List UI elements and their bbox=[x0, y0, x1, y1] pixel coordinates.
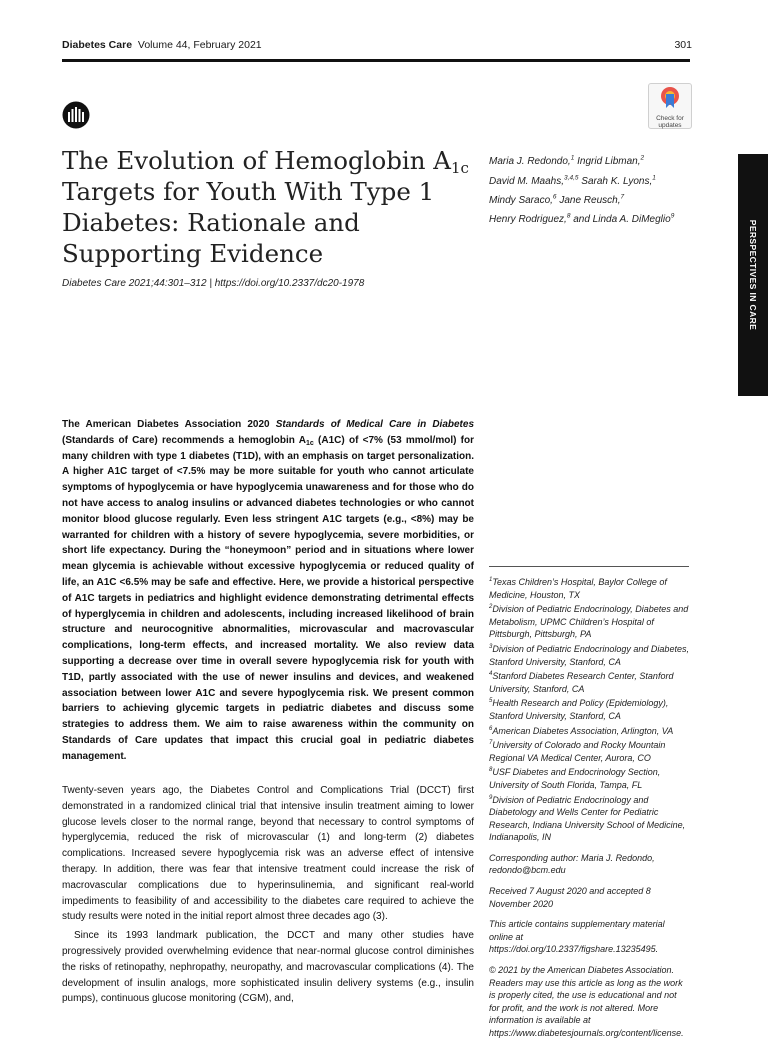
bookmark-icon bbox=[659, 86, 681, 110]
affiliation-item: $^8$USF Diabetes and Endocrinology Section, University of South Florida, Tampa, FL bbox=[489, 767, 661, 790]
ada-logo-icon bbox=[62, 101, 90, 129]
author: Ingrid Libman,$^2$ bbox=[577, 155, 645, 168]
corresponding-author[interactable]: Corresponding author: Maria J. Redondo, redondo@bcm.edu bbox=[489, 852, 655, 876]
running-header bbox=[62, 39, 262, 51]
affiliations bbox=[489, 574, 689, 1040]
supplementary-note[interactable]: This article contains supplementary material online at https://doi.org/10.2337/figshare.13235495. bbox=[489, 919, 665, 955]
body-paragraph: Since its 1993 landmark publication, the DCCT and many other studies have progressively provided overwhelming evidence that near-normal glucose control diminishes the risks of retinopathy, nephropathy, neuropathy, and macrovascular complications (4). The development of insulin analogs, more sophisticated insulin delivery systems (e.g., insulin pumps), continuous glucose monitoring (CGM), and, bbox=[62, 930, 474, 1005]
journal-issue: Volume 44, February 2021 bbox=[137, 39, 262, 51]
journal-name: Diabetes Care bbox=[62, 39, 133, 51]
abstract bbox=[62, 417, 474, 765]
page-number: 301 bbox=[674, 39, 692, 51]
check-for-updates-button[interactable] bbox=[648, 83, 692, 129]
affiliation-item: $^2$Division of Pediatric Endocrinology, Diabetes and Metabolism, UPMC Children’s Hospital of Pittsburgh, Pittsburgh, PA bbox=[489, 604, 689, 640]
author: Sarah K. Lyons,$^1$ bbox=[581, 174, 656, 187]
affiliation-item: $^6$American Diabetes Association, Arlington, VA bbox=[489, 725, 674, 736]
affiliation-item: $^3$Division of Pediatric Endocrinology and Diabetes, Stanford University, Stanford, CA bbox=[489, 643, 689, 667]
author: Mindy Saraco,$^6$ bbox=[489, 193, 557, 206]
affiliation-item: $^7$University of Colorado and Rocky Mountain Regional VA Medical Center, Aurora, CO bbox=[489, 740, 666, 763]
check-for-updates-label: Check for updates bbox=[656, 115, 684, 129]
affiliation-item: $^5$Health Research and Policy (Epidemiology), Stanford University, Stanford, CA bbox=[489, 698, 669, 721]
header-rule bbox=[62, 59, 690, 62]
author: Maria J. Redondo,$^1$ bbox=[489, 155, 575, 168]
author: and Linda A. DiMeglio$^9$ bbox=[573, 212, 675, 226]
section-label: PERSPECTIVES IN CARE bbox=[748, 219, 758, 331]
article-title: The Evolution of Hemoglobin $A_{1c}$ Targets for Youth With Type 1 Diabetes: Rationale and Supporting Evidence bbox=[62, 146, 469, 268]
body-text bbox=[62, 783, 474, 1007]
citation-doi[interactable]: Diabetes Care 2021;44:301–312 | https://doi.org/10.2337/dc20-1978 bbox=[62, 278, 365, 289]
received-date: Received 7 August 2020 and accepted 8 November 2020 bbox=[489, 886, 651, 909]
affiliation-item: $^9$Division of Pediatric Endocrinology and Diabetology and Wells Center for Pediatric Research, Indiana University School of Medicine, Indianapolis, IN bbox=[489, 794, 686, 843]
section-side-tab bbox=[738, 154, 768, 396]
author: Jane Reusch,$^7$ bbox=[559, 193, 625, 206]
affiliation-item: $^1$Texas Children’s Hospital, Baylor College of Medicine, Houston, TX bbox=[489, 577, 667, 600]
author: Henry Rodriguez,$^8$ bbox=[489, 212, 571, 226]
author-list bbox=[489, 151, 709, 228]
copyright-note: © 2021 by the American Diabetes Association. Readers may use this article as long as the work is properly cited, the use is educational and not for profit, and the work is not altered. More information is available at https://www.diabetesjournals.org/content/license. bbox=[489, 965, 684, 1038]
abstract-paragraph: The American Diabetes Association 2020 Standards of Medical Care in Diabetes (Standards of Care) recommends a hemoglobin $A_{1c}$ (A1C) of <7% (53 mmol/mol) for many children with type 1 diabetes (T1D), with an emphasis on target personalization. A higher A1C target of <7.5% may be more suitable for youth who cannot articulate symptoms of hypoglycemia or have hypoglycemia unawareness and for those who do not have access to analog insulins or advanced diabetes technologies or who cannot monitor blood glucose regularly. Even less stringent A1C targets (e.g., <8%) may be warranted for children with a history of severe hypoglycemia, severe morbidities, or short life expectancy. During the “honeymoon” period and in situations where lower mean glycemia is achievable without excessive hypoglycemia or reduced quality of life, an A1C <6.5% may be safe and effective. Here, we provide a historical perspective of A1C targets in pediatrics and highlight evidence demonstrating detrimental effects of hyperglycemia in children and adolescents, including increased likelihood of brain structure and neurocognitive abnormalities, microvascular and macrovascular complications, long-term effects, and increased mortality. We also review data supporting a decrease over time in overall severe hypoglycemia risk for youth with T1D, partly associated with the use of newer insulins and devices, and weakened association between lower A1C and severe hypoglycemia risk. We present common barriers to achieving glycemic targets in pediatric diabetes and discuss some strategies to address them. We aim to raise awareness within the community on Standards of Care updates that impact this crucial goal in pediatric diabetes management. bbox=[62, 419, 475, 762]
affiliations-rule bbox=[489, 566, 689, 567]
author: David M. Maahs,$^{3,4,5}$ bbox=[489, 174, 579, 187]
body-paragraph: Twenty-seven years ago, the Diabetes Control and Complications Trial (DCCT) first demonstrated in a randomized clinical trial that intensive insulin treatment aiming to lower glucose levels closer to the normal range, beyond that necessary to control symptoms of hyperglycemia, reduced the risk of microvascular (1) and long-term (2) diabetes complications. Increased severe hypoglycemia risk was an adverse effect of intensive therapy. In addition, there was fear that intensive treatment could increase the risk of macrovascular complications due to hyperinsulinemia, and significant real-world impediments to feasibility of and accessibility to the diabetes care required to achieve the study results were noted in the initial report almost three decades ago (3). bbox=[62, 785, 474, 923]
affiliation-item: $^4$Stanford Diabetes Research Center, Stanford University, Stanford, CA bbox=[489, 671, 674, 694]
